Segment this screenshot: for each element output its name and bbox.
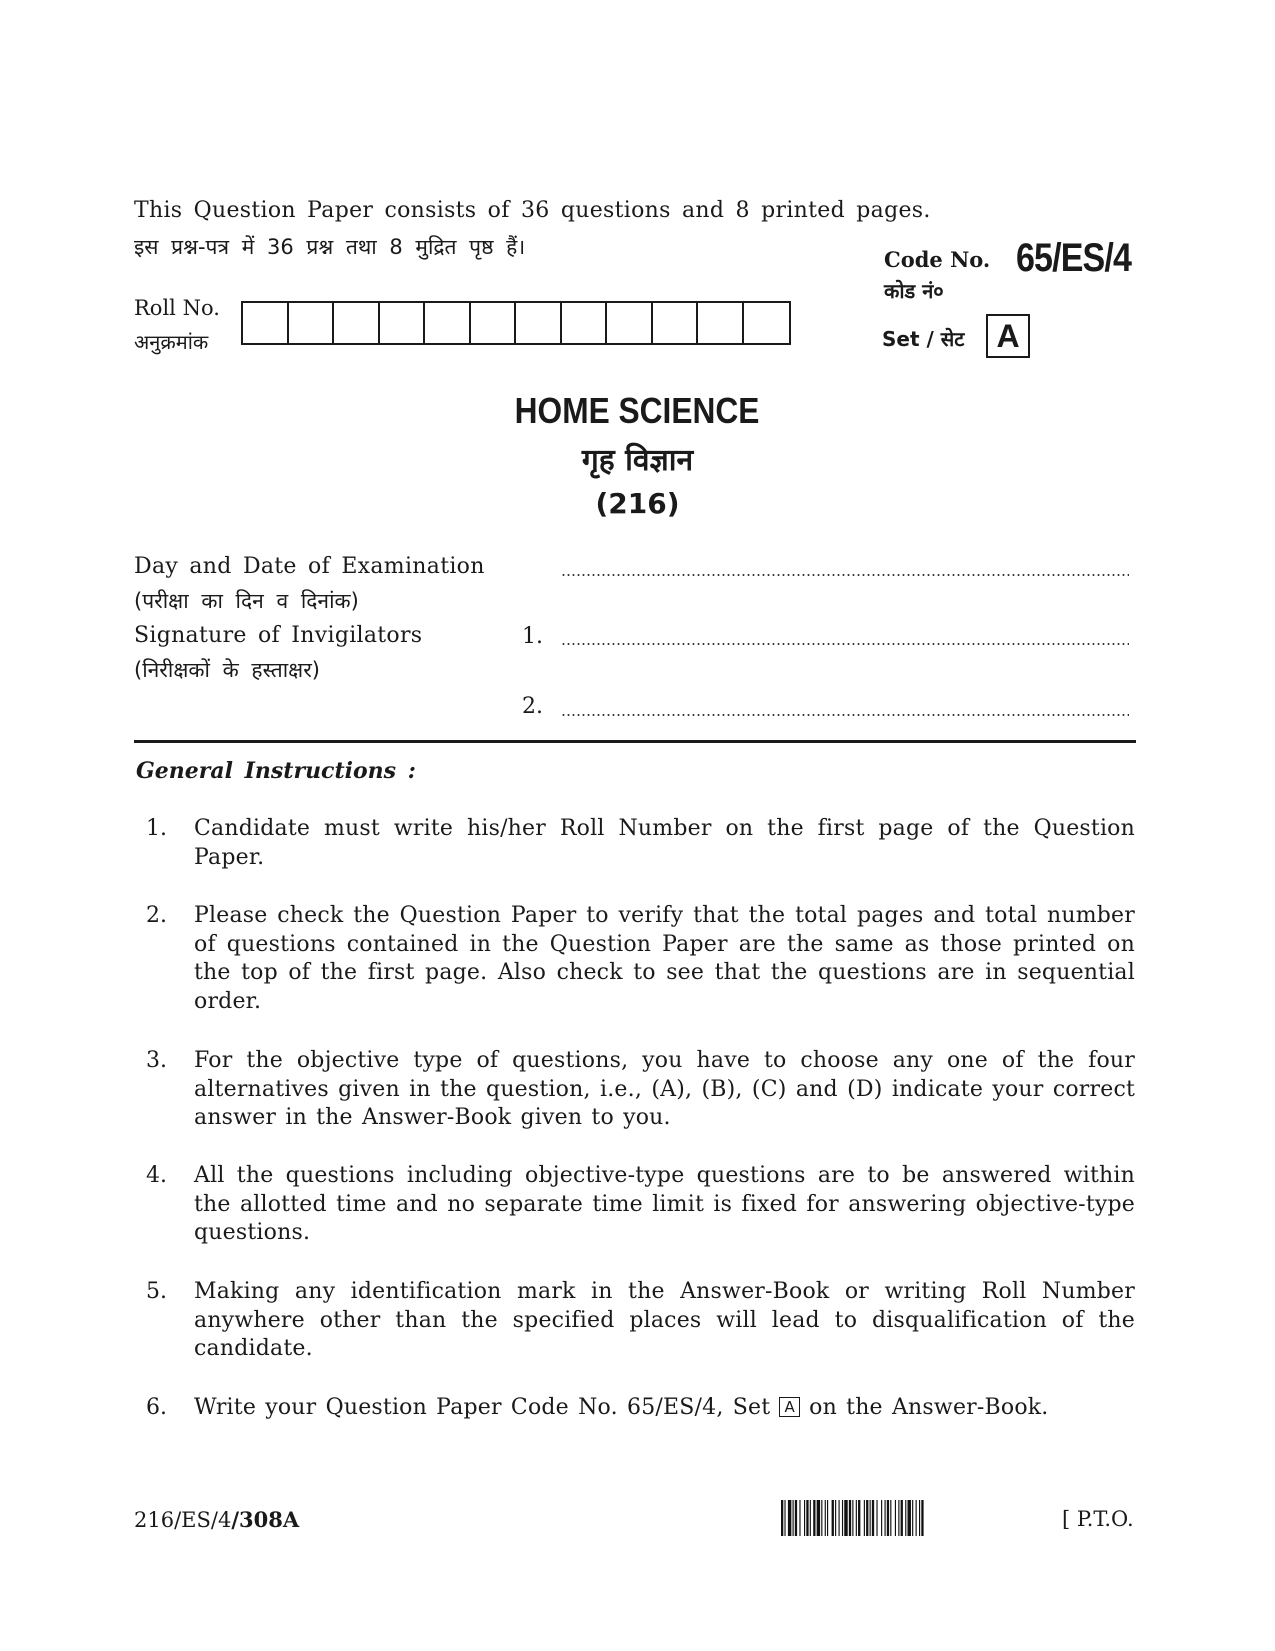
instruction-number: 3. — [146, 1048, 167, 1073]
barcode-bar — [921, 1500, 923, 1536]
subject-title-english: HOME SCIENCE — [515, 390, 760, 431]
barcode-bar — [901, 1500, 903, 1536]
roll-label-english: Roll No. — [134, 296, 220, 320]
barcode-bar — [876, 1500, 877, 1536]
roll-digit-box[interactable] — [562, 303, 608, 343]
footer-code-suffix: /308A — [231, 1507, 300, 1532]
subject-title-hindi: गृह विज्ञान — [581, 443, 694, 478]
code-label-hindi: कोड नं० — [884, 279, 944, 303]
instruction-text — [194, 1394, 1135, 1423]
roll-digit-box[interactable] — [243, 303, 289, 343]
exam-date-field[interactable] — [561, 573, 1129, 577]
pto-label: [ P.T.O. — [1062, 1507, 1134, 1531]
barcode-bar — [810, 1500, 811, 1536]
barcode-bar — [806, 1500, 808, 1536]
instruction-number: 2. — [146, 903, 167, 928]
roll-digit-box[interactable] — [334, 303, 380, 343]
barcode-bar — [784, 1500, 785, 1536]
roll-digit-box[interactable] — [471, 303, 517, 343]
barcode-bar — [885, 1500, 886, 1536]
barcode-bar — [804, 1500, 805, 1536]
barcode-bar — [842, 1500, 843, 1536]
barcode-bar — [866, 1500, 868, 1536]
signature-label-hindi: (निरीक्षकों के हस्ताक्षर) — [134, 658, 320, 682]
roll-digit-box[interactable] — [744, 303, 790, 343]
barcode-bar — [835, 1500, 836, 1536]
barcode-bar — [919, 1500, 920, 1536]
signature-label-english: Signature of Invigilators — [134, 623, 423, 648]
set-label: Set / सेट — [882, 327, 965, 351]
barcode-bar — [887, 1500, 889, 1536]
barcode-bar — [827, 1500, 828, 1536]
instruction-item — [140, 815, 1135, 872]
code-label: Code No. — [884, 247, 991, 272]
barcode-bar — [916, 1500, 917, 1536]
instruction-item — [140, 1394, 1135, 1423]
barcode-bar — [813, 1500, 815, 1536]
instruction-number: 6. — [146, 1395, 167, 1420]
roll-digit-box[interactable] — [653, 303, 699, 343]
barcode-bar — [839, 1500, 840, 1536]
roll-digit-box[interactable] — [698, 303, 744, 343]
roll-digit-box[interactable] — [425, 303, 471, 343]
instruction-item — [140, 1047, 1135, 1133]
barcode-bar — [898, 1500, 899, 1536]
divider-rule — [134, 740, 1136, 743]
barcode-bar — [799, 1500, 800, 1536]
roll-digit-box[interactable] — [289, 303, 335, 343]
pages-info-english: This Question Paper consists of 36 questions and 8 printed pages. — [134, 198, 931, 223]
barcode-bar — [912, 1500, 913, 1536]
barcode-bar — [844, 1500, 847, 1536]
barcode-bar — [793, 1500, 794, 1536]
footer-paper-code — [134, 1507, 299, 1532]
signature-2-field[interactable] — [561, 713, 1129, 717]
instruction-text: Candidate must write his/her Roll Number on the first page of the Question Paper. — [194, 816, 1135, 870]
instruction-item — [140, 1162, 1135, 1248]
pages-info-hindi: इस प्रश्न-पत्र में 36 प्रश्न तथा 8 मुद्रित पृष्ठ हैं। — [134, 235, 526, 259]
barcode-bar — [781, 1500, 783, 1536]
barcode-bar — [825, 1500, 826, 1536]
instruction-item — [140, 1278, 1135, 1364]
barcode-bar — [905, 1500, 906, 1536]
barcode-icon — [781, 1500, 1039, 1536]
instruction-number: 5. — [146, 1279, 167, 1304]
footer-code-prefix: 216/ES/4 — [134, 1508, 232, 1532]
roll-digit-box[interactable] — [607, 303, 653, 343]
barcode-bar — [795, 1500, 797, 1536]
barcode-bar — [821, 1500, 822, 1536]
roll-digit-box[interactable] — [516, 303, 562, 343]
instruction-number: 1. — [146, 816, 167, 841]
instruction-text-before: Write your Question Paper Code No. 65/ES/4, Set — [194, 1395, 771, 1420]
roll-digit-box[interactable] — [380, 303, 426, 343]
barcode-bar — [890, 1500, 891, 1536]
instruction-text-after: on the Answer-Book. — [809, 1395, 1049, 1420]
exam-date-label-english: Day and Date of Examination — [134, 554, 485, 579]
instruction-text: All the questions including objective-type questions are to be answered within the allotted time and no separate time limit is fixed for answering objective-type questions. — [194, 1163, 1135, 1245]
instruction-text: For the objective type of questions, you have to choose any one of the four alternatives given in the question, i.e., (A), (B), (C) and (D) indicate your correct answer in the Answer-Book given to you. — [194, 1048, 1135, 1130]
barcode-bar — [832, 1500, 834, 1536]
barcode-bar — [895, 1500, 896, 1536]
signature-1-number: 1. — [522, 624, 543, 649]
barcode-bar — [858, 1500, 860, 1536]
set-inline-box: A — [779, 1397, 799, 1417]
instruction-text: Making any identification mark in the Answer-Book or writing Roll Number anywhere other than the specified places will lead to disqualification of the candidate. — [194, 1279, 1135, 1361]
instruction-item — [140, 902, 1135, 1016]
barcode-bar — [817, 1500, 820, 1536]
set-box: A — [986, 314, 1030, 358]
barcode-bar — [872, 1500, 874, 1536]
instruction-number: 4. — [146, 1163, 167, 1188]
code-value: 65/ES/4 — [1016, 236, 1132, 280]
barcode-bar — [881, 1500, 882, 1536]
barcode-bar — [864, 1500, 865, 1536]
signature-2-number: 2. — [522, 694, 543, 719]
barcode-bar — [849, 1500, 851, 1536]
subject-code: (216) — [595, 487, 680, 520]
subject-title-wrap — [0, 390, 1275, 432]
barcode-bar — [870, 1500, 871, 1536]
barcode-bar — [852, 1500, 853, 1536]
instruction-text: Please check the Question Paper to verify that the total pages and total number of questions contained in the Question Paper are the same as those printed on the top of the first page. Also check to see that the questions are in sequential order. — [194, 903, 1135, 1014]
instructions-heading: General Instructions : — [136, 758, 416, 784]
barcode-bar — [788, 1500, 791, 1536]
exam-date-label-hindi: (परीक्षा का दिन व दिनांक) — [134, 589, 359, 613]
roll-number-boxes[interactable] — [241, 301, 791, 345]
barcode-bar — [856, 1500, 857, 1536]
roll-label-hindi: अनुक्रमांक — [134, 330, 209, 354]
signature-1-field[interactable] — [561, 642, 1129, 646]
barcode-bar — [908, 1500, 911, 1536]
